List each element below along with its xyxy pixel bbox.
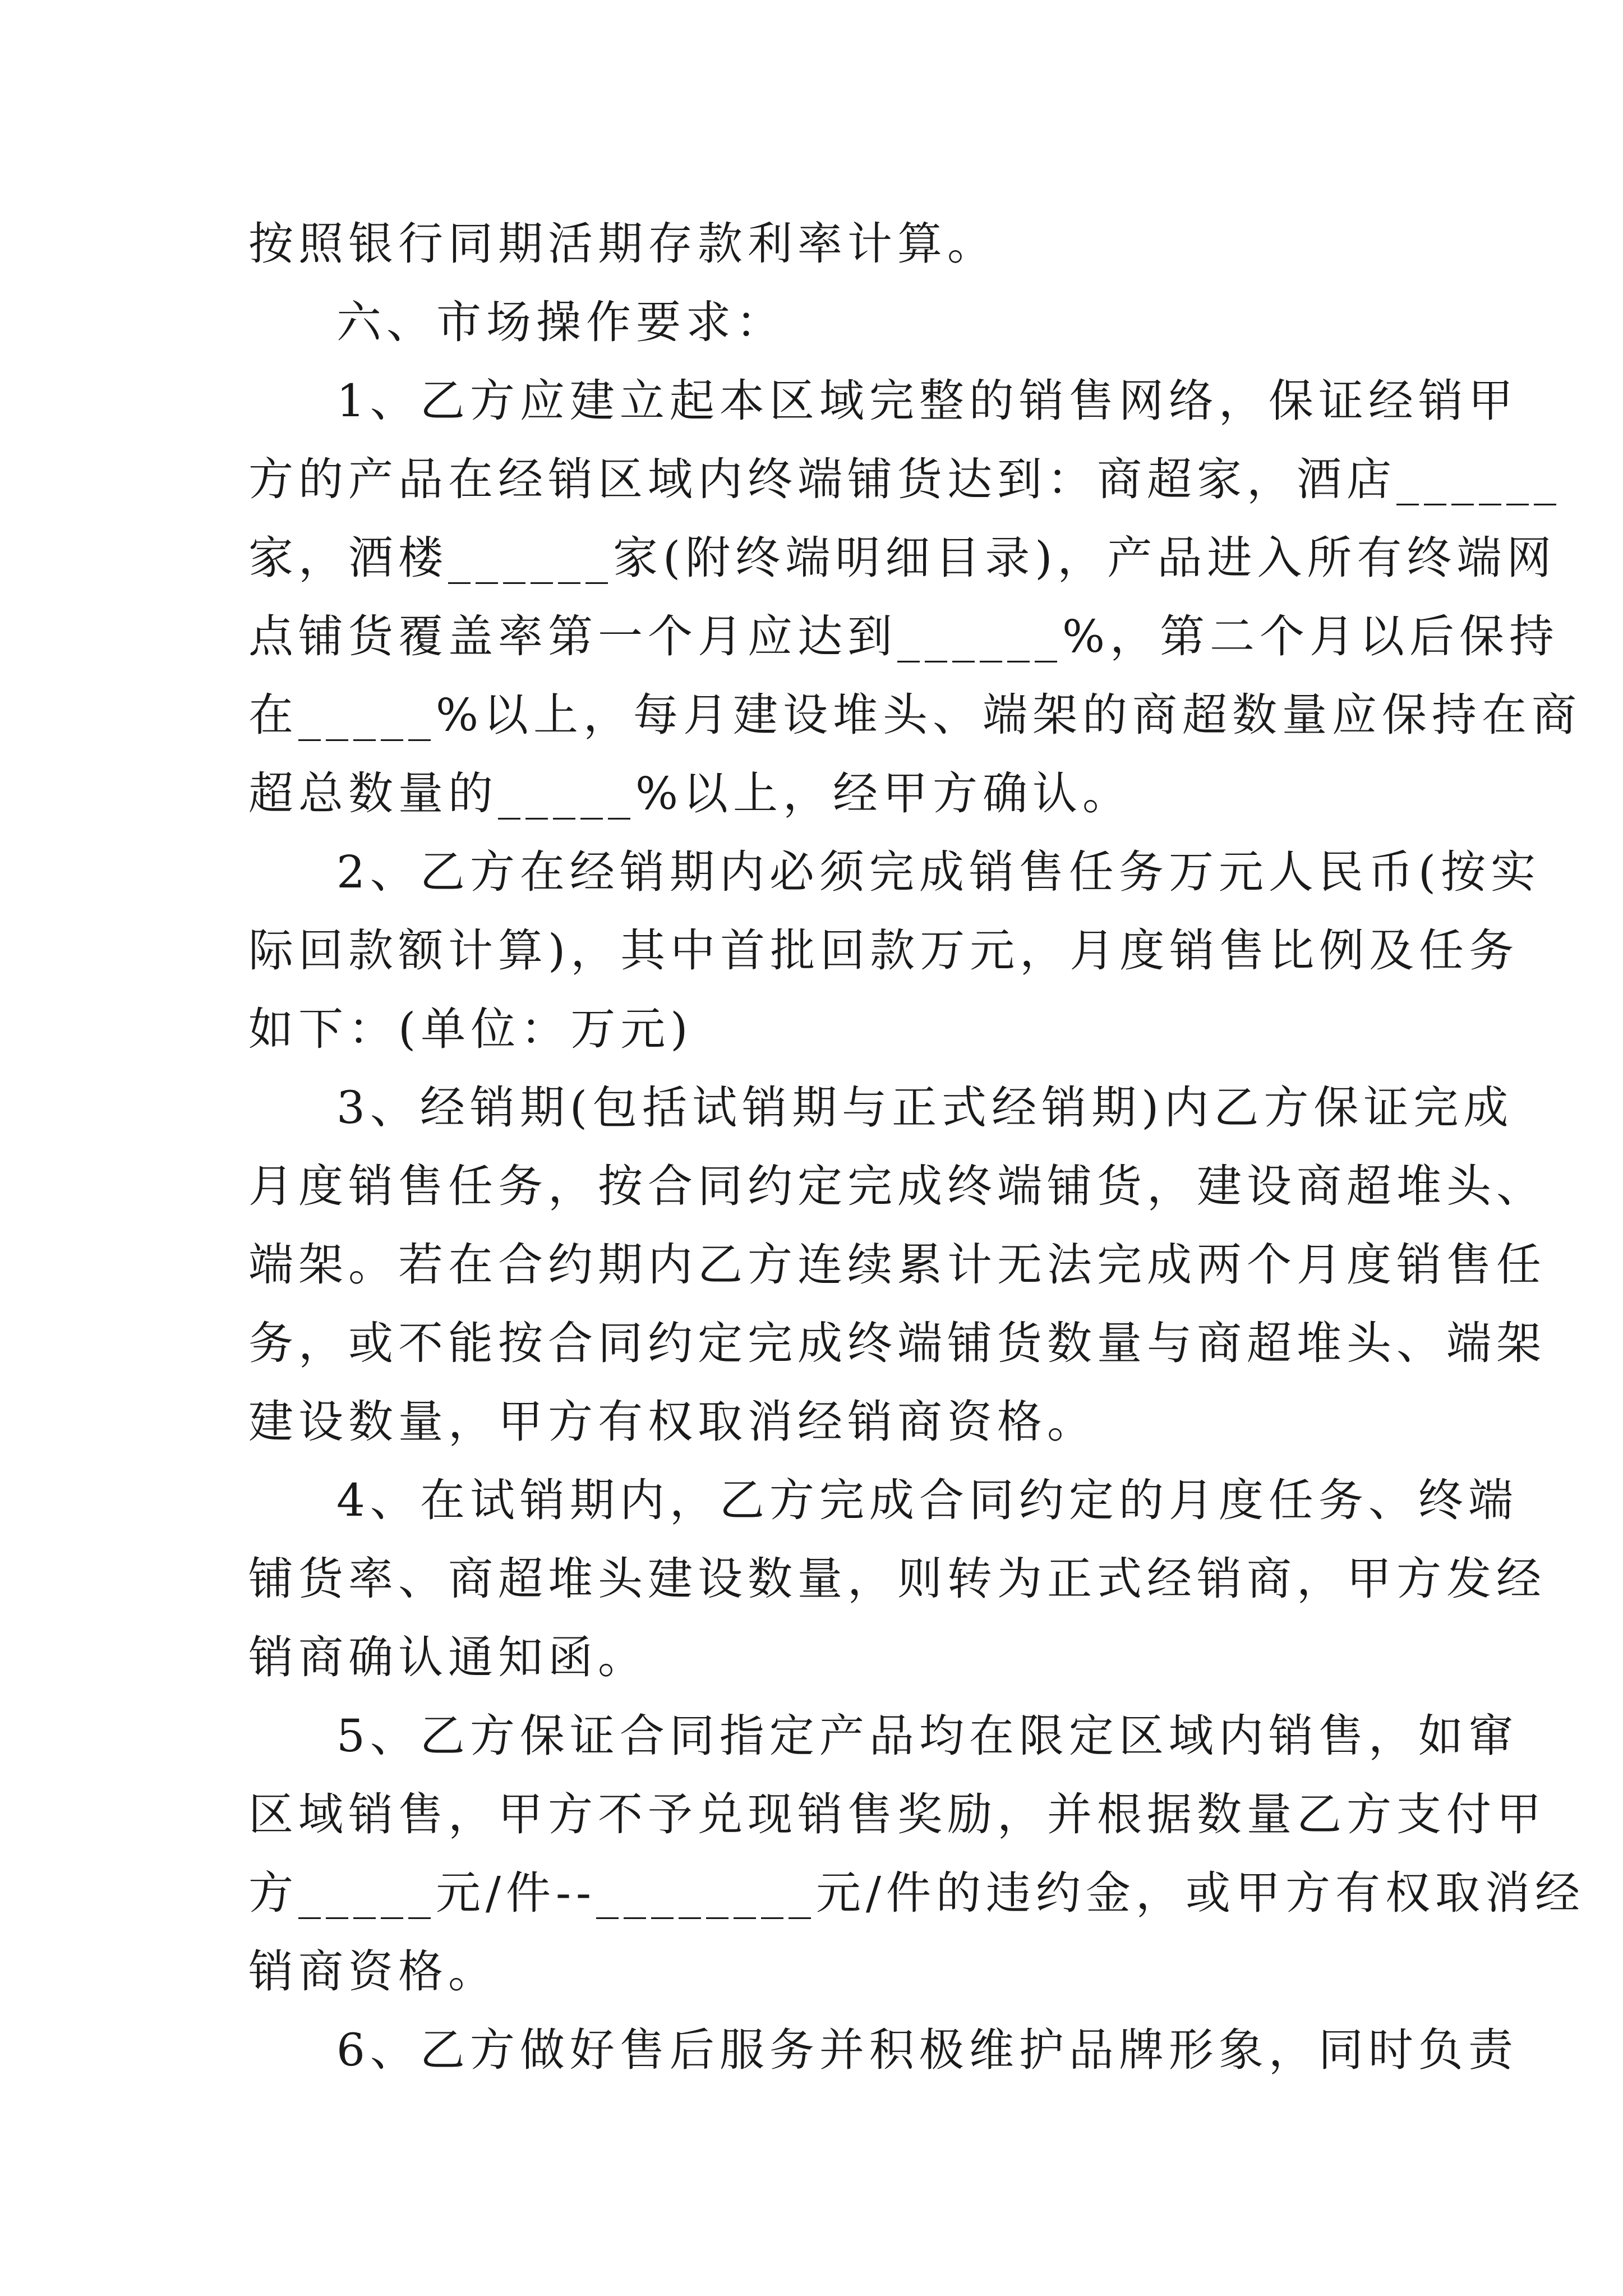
clause-3-line: 建设数量，甲方有权取消经销商资格。 [248,1396,1097,1448]
clause-1-line: 点铺货覆盖率第一个月应达到______%，第二个月以后保持 [248,610,1560,662]
clause-5-line: 5、乙方保证合同指定产品均在限定区域内销售，如窜 [336,1710,1518,1762]
paragraph-line: 按照银行同期活期存款利率计算。 [248,218,997,270]
clause-2-line: 如下：(单位：万元) [248,1003,693,1055]
section-heading-market-operation: 六、市场操作要求： [336,296,786,348]
clause-5-line: 区域销售，甲方不予兑现销售奖励，并根据数量乙方支付甲 [248,1788,1546,1841]
clause-3-line: 月度销售任务，按合同约定完成终端铺货，建设商超堆头、 [248,1160,1546,1212]
clause-1-line: 家，酒楼______家(附终端明细目录)，产品进入所有终端网 [248,532,1557,584]
contract-body [248,205,1585,2090]
clause-2-line: 际回款额计算)，其中首批回款万元，月度销售比例及任务 [248,924,1519,977]
clause-4-line: 铺货率、商超堆头建设数量，则转为正式经销商，甲方发经 [248,1553,1546,1605]
clause-3-line: 端架。若在合约期内乙方连续累计无法完成两个月度销售任 [248,1239,1546,1291]
clause-1-line: 1、乙方应建立起本区域完整的销售网络，保证经销甲 [336,375,1518,427]
clause-1-line: 在_____%以上，每月建设堆头、端架的商超数量应保持在商 [248,689,1582,741]
clause-3-line: 务，或不能按合同约定完成终端铺货数量与商超堆头、端架 [248,1317,1546,1369]
clause-1-line: 方的产品在经销区域内终端铺货达到：商超家，酒店______ [248,453,1561,505]
clause-2-line: 2、乙方在经销期内必须完成销售任务万元人民币(按实 [336,846,1541,898]
clause-4-line: 4、在试销期内，乙方完成合同约定的月度任务、终端 [336,1474,1518,1526]
clause-3-line: 3、经销期(包括试销期与正式经销期)内乙方保证完成 [336,1082,1514,1134]
clause-4-line: 销商确认通知函。 [248,1631,648,1683]
clause-6-line: 6、乙方做好售后服务并积极维护品牌形象，同时负责 [336,2024,1518,2076]
clause-5-line: 方_____元/件--________元/件的违约金，或甲方有权取消经 [248,1867,1585,1919]
clause-1-line: 超总数量的_____%以上，经甲方确认。 [248,767,1133,820]
clause-5-line: 销商资格。 [248,1945,498,1998]
